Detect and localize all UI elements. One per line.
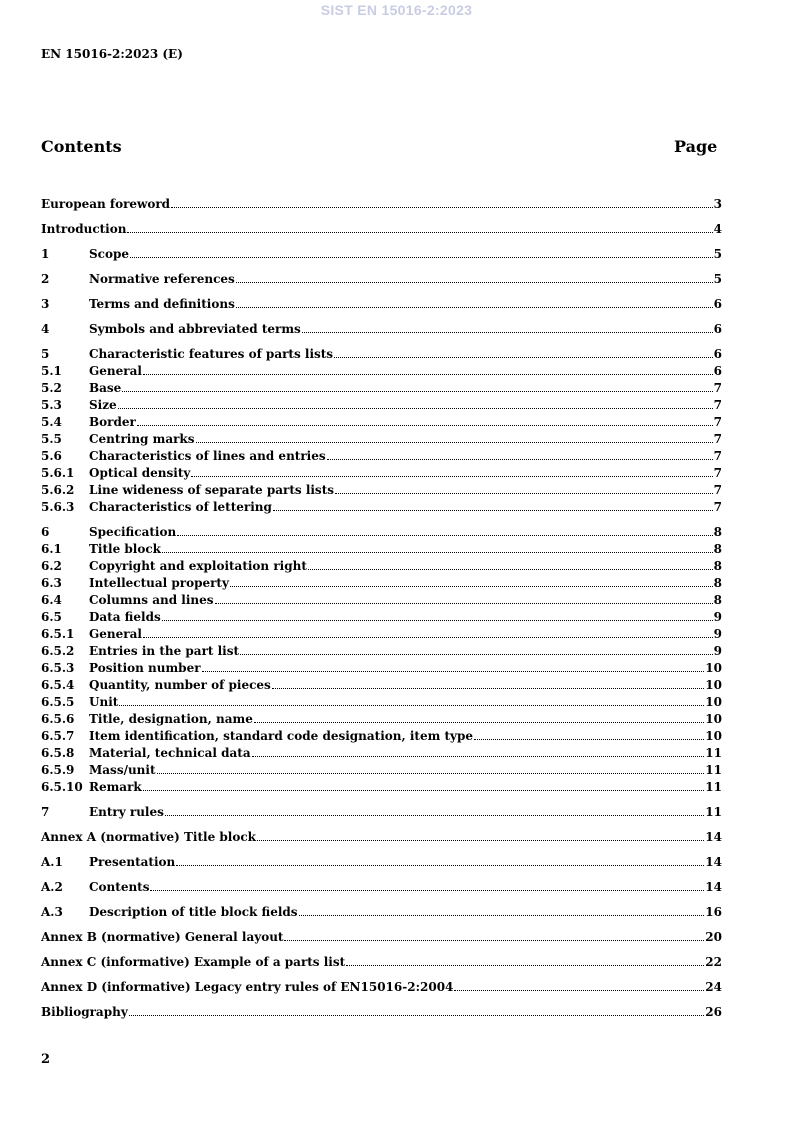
toc-entry[interactable] bbox=[41, 930, 722, 947]
toc-entry-title: Annex C (informative) Example of a parts list bbox=[41, 955, 346, 969]
toc-entry[interactable] bbox=[41, 381, 722, 398]
toc-dot-leader bbox=[143, 374, 713, 375]
toc-dot-leader bbox=[302, 332, 713, 333]
toc-dot-leader bbox=[252, 756, 705, 757]
toc-entry-number: 6.5.3 bbox=[41, 661, 75, 675]
toc-dot-leader bbox=[150, 890, 704, 891]
toc-entry-page: 14 bbox=[705, 830, 722, 844]
toc-dot-leader bbox=[196, 442, 713, 443]
toc-entry-page: 10 bbox=[705, 678, 722, 692]
toc-entry[interactable] bbox=[41, 272, 722, 289]
toc-dot-leader bbox=[273, 510, 713, 511]
toc-entry-page: 11 bbox=[705, 746, 722, 760]
toc-entry-page: 8 bbox=[713, 576, 722, 590]
toc-dot-leader bbox=[327, 459, 713, 460]
toc-entry-title: Description of title block fields bbox=[89, 905, 298, 919]
toc-dot-leader bbox=[191, 476, 712, 477]
toc-entry-title: Unit bbox=[89, 695, 119, 709]
toc-entry-number: 6.5.8 bbox=[41, 746, 75, 760]
toc-entry[interactable] bbox=[41, 542, 722, 559]
toc-entry-page: 22 bbox=[705, 955, 722, 969]
toc-entry[interactable] bbox=[41, 678, 722, 695]
toc-entry[interactable] bbox=[41, 247, 722, 264]
toc-entry-title: Centring marks bbox=[89, 432, 195, 446]
toc-entry-title: Scope bbox=[89, 247, 130, 261]
toc-entry-title: Remark bbox=[89, 780, 142, 794]
toc-dot-leader bbox=[177, 535, 712, 536]
toc-dot-leader bbox=[143, 790, 705, 791]
toc-entry-title: Item identification, standard code designation, item type bbox=[89, 729, 474, 743]
toc-entry-page: 4 bbox=[713, 222, 722, 236]
toc-entry-page: 24 bbox=[705, 980, 722, 994]
toc-dot-leader bbox=[176, 865, 704, 866]
toc-entry-page: 8 bbox=[713, 542, 722, 556]
toc-entry-title: Annex B (normative) General layout bbox=[41, 930, 284, 944]
toc-entry-page: 11 bbox=[705, 805, 722, 819]
toc-entry-page: 9 bbox=[713, 644, 722, 658]
toc-entry-title: Bibliography bbox=[41, 1005, 128, 1019]
toc-dot-leader bbox=[119, 705, 704, 706]
toc-entry[interactable] bbox=[41, 729, 722, 746]
toc-entry-number: 6.5.10 bbox=[41, 780, 83, 794]
toc-entry-page: 10 bbox=[705, 661, 722, 675]
toc-dot-leader bbox=[308, 569, 713, 570]
toc-dot-leader bbox=[215, 603, 713, 604]
document-identifier: EN 15016-2:2023 (E) bbox=[41, 47, 183, 61]
toc-entry-title: General bbox=[89, 627, 142, 641]
toc-entry-title: European foreword bbox=[41, 197, 171, 211]
toc-entry-page: 8 bbox=[713, 525, 722, 539]
toc-entry-page: 6 bbox=[713, 322, 722, 336]
toc-entry-number: 6.3 bbox=[41, 576, 62, 590]
toc-entry-page: 7 bbox=[713, 398, 722, 412]
toc-entry-title: Intellectual property bbox=[89, 576, 229, 590]
toc-dot-leader bbox=[157, 773, 705, 774]
toc-entry-page: 7 bbox=[713, 483, 722, 497]
toc-entry-title: Border bbox=[89, 415, 136, 429]
toc-entry-number: 6.5.7 bbox=[41, 729, 75, 743]
toc-entry-page: 7 bbox=[713, 449, 722, 463]
toc-entry-page: 10 bbox=[705, 729, 722, 743]
toc-entry-number: A.2 bbox=[41, 880, 63, 894]
toc-entry-number: 6.5.2 bbox=[41, 644, 75, 658]
toc-dot-leader bbox=[284, 940, 704, 941]
toc-dot-leader bbox=[162, 552, 713, 553]
toc-dot-leader bbox=[118, 408, 713, 409]
toc-dot-leader bbox=[230, 586, 713, 587]
toc-entry[interactable] bbox=[41, 593, 722, 610]
toc-dot-leader bbox=[202, 671, 705, 672]
toc-entry-number: 5.6.3 bbox=[41, 500, 75, 514]
toc-entry[interactable] bbox=[41, 610, 722, 627]
toc-dot-leader bbox=[127, 232, 712, 233]
toc-entry-number: 5.6 bbox=[41, 449, 62, 463]
toc-entry-page: 7 bbox=[713, 381, 722, 395]
toc-entry[interactable] bbox=[41, 880, 722, 897]
toc-entry-title: Introduction bbox=[41, 222, 127, 236]
toc-entry-page: 8 bbox=[713, 559, 722, 573]
toc-entry-title: General bbox=[89, 364, 142, 378]
toc-entry[interactable] bbox=[41, 763, 722, 780]
toc-entry[interactable] bbox=[41, 322, 722, 339]
toc-entry[interactable] bbox=[41, 449, 722, 466]
toc-entry[interactable] bbox=[41, 746, 722, 763]
toc-entry-number: 5.5 bbox=[41, 432, 62, 446]
toc-entry[interactable] bbox=[41, 661, 722, 678]
toc-entry-number: 4 bbox=[41, 322, 50, 336]
toc-entry[interactable] bbox=[41, 955, 722, 972]
toc-entry-number: 5.6.2 bbox=[41, 483, 75, 497]
toc-dot-leader bbox=[334, 357, 713, 358]
toc-entry-number: 3 bbox=[41, 297, 50, 311]
toc-entry-title: Size bbox=[89, 398, 117, 412]
toc-entry[interactable] bbox=[41, 483, 722, 500]
toc-entry[interactable] bbox=[41, 222, 722, 239]
toc-entry-number: 7 bbox=[41, 805, 50, 819]
toc-entry-page: 7 bbox=[713, 500, 722, 514]
toc-entry[interactable] bbox=[41, 500, 722, 517]
toc-entry-title: Optical density bbox=[89, 466, 191, 480]
toc-entry-number: 6.5 bbox=[41, 610, 62, 624]
toc-entry-number: 6.4 bbox=[41, 593, 62, 607]
toc-entry[interactable] bbox=[41, 297, 722, 314]
toc-entry-number: 6.5.4 bbox=[41, 678, 75, 692]
toc-dot-leader bbox=[346, 965, 704, 966]
toc-entry-page: 3 bbox=[713, 197, 722, 211]
toc-dot-leader bbox=[165, 815, 704, 816]
toc-entry-page: 10 bbox=[705, 695, 722, 709]
toc-entry[interactable] bbox=[41, 415, 722, 432]
toc-entry-number: 2 bbox=[41, 272, 50, 286]
toc-entry-title: Mass/unit bbox=[89, 763, 156, 777]
toc-entry-title: Material, technical data bbox=[89, 746, 251, 760]
toc-entry-page: 14 bbox=[705, 880, 722, 894]
toc-dot-leader bbox=[257, 840, 704, 841]
toc-entry-page: 9 bbox=[713, 627, 722, 641]
toc-entry-number: A.1 bbox=[41, 855, 63, 869]
toc-entry-title: Contents bbox=[89, 880, 150, 894]
toc-entry-page: 7 bbox=[713, 432, 722, 446]
toc-entry[interactable] bbox=[41, 1005, 722, 1022]
toc-entry-number: A.3 bbox=[41, 905, 63, 919]
toc-dot-leader bbox=[474, 739, 704, 740]
toc-entry-title: Quantity, number of pieces bbox=[89, 678, 271, 692]
toc-entry-page: 10 bbox=[705, 712, 722, 726]
toc-entry-title: Annex A (normative) Title block bbox=[41, 830, 256, 844]
toc-dot-leader bbox=[236, 307, 713, 308]
toc-entry-page: 11 bbox=[705, 763, 722, 777]
watermark: SIST EN 15016-2:2023 bbox=[320, 2, 473, 18]
toc-dot-leader bbox=[129, 1015, 705, 1016]
toc-entry-title: Characteristics of lettering bbox=[89, 500, 272, 514]
toc-entry-title: Entries in the part list bbox=[89, 644, 240, 658]
toc-dot-leader bbox=[299, 915, 705, 916]
toc-entry[interactable] bbox=[41, 830, 722, 847]
toc-entry[interactable] bbox=[41, 644, 722, 661]
toc-entry[interactable] bbox=[41, 432, 722, 449]
toc-entry[interactable] bbox=[41, 466, 722, 483]
toc-entry-number: 5.6.1 bbox=[41, 466, 75, 480]
toc-entry[interactable] bbox=[41, 559, 722, 576]
toc-entry-number: 6.5.5 bbox=[41, 695, 75, 709]
toc-entry-title: Annex D (informative) Legacy entry rules of EN15016-2:2004 bbox=[41, 980, 454, 994]
toc-entry[interactable] bbox=[41, 712, 722, 729]
toc-entry-title: Title, designation, name bbox=[89, 712, 253, 726]
toc-entry[interactable] bbox=[41, 576, 722, 593]
toc-entry-page: 11 bbox=[705, 780, 722, 794]
toc-entry-title: Symbols and abbreviated terms bbox=[89, 322, 301, 336]
page-column-heading: Page bbox=[674, 137, 718, 156]
toc-entry-title: Title block bbox=[89, 542, 161, 556]
toc-dot-leader bbox=[143, 637, 713, 638]
toc-entry-page: 7 bbox=[713, 466, 722, 480]
toc-entry-page: 6 bbox=[713, 297, 722, 311]
toc-entry-title: Copyright and exploitation right bbox=[89, 559, 307, 573]
toc-entry-title: Data fields bbox=[89, 610, 161, 624]
toc-entry-title: Base bbox=[89, 381, 122, 395]
toc-dot-leader bbox=[130, 257, 713, 258]
table-of-contents bbox=[41, 197, 722, 1022]
toc-entry-number: 6.1 bbox=[41, 542, 62, 556]
toc-dot-leader bbox=[240, 654, 713, 655]
toc-entry-page: 6 bbox=[713, 364, 722, 378]
toc-entry-number: 6.5.1 bbox=[41, 627, 75, 641]
toc-entry-page: 5 bbox=[713, 272, 722, 286]
toc-entry-title: Position number bbox=[89, 661, 201, 675]
toc-entry-title: Presentation bbox=[89, 855, 176, 869]
toc-entry[interactable] bbox=[41, 805, 722, 822]
toc-entry-page: 20 bbox=[705, 930, 722, 944]
toc-entry-number: 6.5.6 bbox=[41, 712, 75, 726]
toc-entry-number: 6.5.9 bbox=[41, 763, 75, 777]
toc-entry[interactable] bbox=[41, 980, 722, 997]
page-number: 2 bbox=[41, 1052, 51, 1067]
toc-entry-number: 6 bbox=[41, 525, 50, 539]
toc-entry[interactable] bbox=[41, 347, 722, 364]
toc-dot-leader bbox=[137, 425, 713, 426]
toc-entry-title: Entry rules bbox=[89, 805, 164, 819]
toc-entry-page: 7 bbox=[713, 415, 722, 429]
toc-entry[interactable] bbox=[41, 905, 722, 922]
toc-entry-title: Characteristic features of parts lists bbox=[89, 347, 334, 361]
toc-dot-leader bbox=[454, 990, 704, 991]
toc-dot-leader bbox=[272, 688, 704, 689]
toc-entry-number: 6.2 bbox=[41, 559, 62, 573]
toc-entry-title: Characteristics of lines and entries bbox=[89, 449, 326, 463]
toc-entry-number: 5.4 bbox=[41, 415, 62, 429]
toc-dot-leader bbox=[122, 391, 712, 392]
toc-entry-page: 16 bbox=[705, 905, 722, 919]
toc-entry-title: Specification bbox=[89, 525, 177, 539]
toc-entry[interactable] bbox=[41, 525, 722, 542]
toc-entry-title: Line wideness of separate parts lists bbox=[89, 483, 334, 497]
toc-entry-number: 5 bbox=[41, 347, 50, 361]
toc-entry-page: 14 bbox=[705, 855, 722, 869]
toc-entry[interactable] bbox=[41, 855, 722, 872]
toc-entry-number: 5.1 bbox=[41, 364, 62, 378]
contents-heading: Contents bbox=[41, 137, 122, 156]
toc-entry-page: 26 bbox=[705, 1005, 722, 1019]
toc-entry-number: 1 bbox=[41, 247, 50, 261]
toc-entry[interactable] bbox=[41, 364, 722, 381]
toc-entry[interactable] bbox=[41, 398, 722, 415]
toc-entry-title: Terms and definitions bbox=[89, 297, 235, 311]
toc-entry-page: 9 bbox=[713, 610, 722, 624]
toc-dot-leader bbox=[162, 620, 713, 621]
toc-dot-leader bbox=[335, 493, 713, 494]
toc-entry[interactable] bbox=[41, 780, 722, 797]
toc-entry-page: 8 bbox=[713, 593, 722, 607]
toc-entry-title: Columns and lines bbox=[89, 593, 214, 607]
toc-entry-page: 6 bbox=[713, 347, 722, 361]
toc-entry-page: 5 bbox=[713, 247, 722, 261]
toc-dot-leader bbox=[236, 282, 713, 283]
toc-entry-title: Normative references bbox=[89, 272, 235, 286]
toc-entry[interactable] bbox=[41, 695, 722, 712]
toc-dot-leader bbox=[171, 207, 713, 208]
toc-entry-number: 5.2 bbox=[41, 381, 62, 395]
toc-dot-leader bbox=[254, 722, 704, 723]
toc-entry[interactable] bbox=[41, 197, 722, 214]
toc-entry-number: 5.3 bbox=[41, 398, 62, 412]
toc-entry[interactable] bbox=[41, 627, 722, 644]
